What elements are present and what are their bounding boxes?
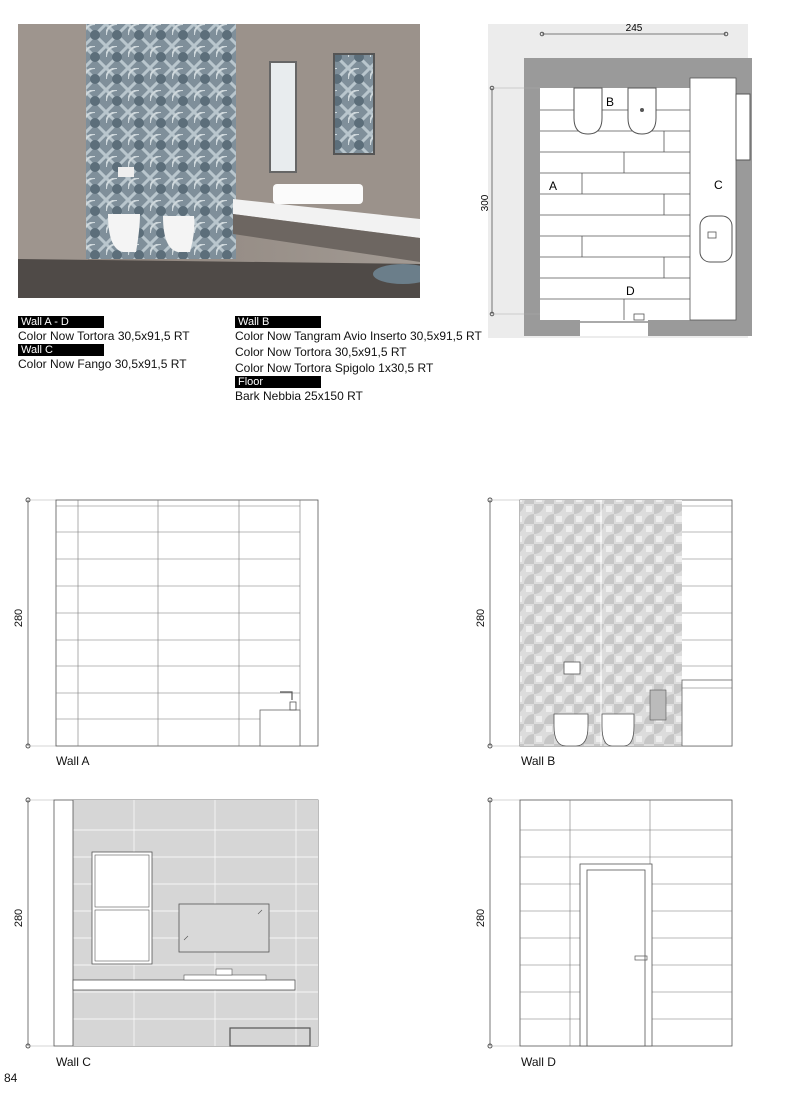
spec-line: Color Now Tortora 30,5x91,5 RT [18, 329, 190, 343]
vanity-counter [73, 980, 295, 990]
plan-width-label: 245 [625, 23, 643, 34]
wall-a-label: Wall A [56, 754, 90, 768]
flush-plate [564, 662, 580, 674]
spec-heading: Wall C [18, 344, 104, 356]
spec-line: Color Now Tortora Spigolo 1x30,5 RT [235, 361, 434, 375]
wall-b-label: Wall B [521, 754, 556, 768]
wall-a-elevation [22, 494, 324, 752]
wall-d-label: Wall D [521, 1055, 556, 1069]
spec-heading: Floor [235, 376, 321, 388]
spec-line: Color Now Tangram Avio Inserto 30,5x91,5 RT [235, 329, 482, 343]
wall-c-height-label: 280 [13, 908, 26, 928]
wall-d-height-label: 280 [475, 908, 488, 928]
plan-radiator [736, 94, 750, 160]
elev-toilet [554, 714, 588, 746]
spec-line: Color Now Tortora 30,5x91,5 RT [235, 345, 407, 359]
spec-column-1 [18, 316, 190, 372]
plan-label-a: A [549, 179, 558, 193]
spec-line: Bark Nebbia 25x150 RT [235, 389, 363, 403]
mirror [179, 904, 269, 952]
plan-label-c: C [714, 178, 723, 192]
page-number: 84 [4, 1071, 18, 1085]
spec-heading: Wall B [235, 316, 321, 328]
plan-depth-label: 300 [480, 194, 491, 212]
plan-vanity [690, 78, 736, 320]
wall-c-elevation [22, 794, 324, 1052]
radiator-window [92, 852, 152, 964]
spec-line: Color Now Fango 30,5x91,5 RT [18, 357, 187, 371]
spec-heading: Wall A - D [18, 316, 104, 328]
elev-bidet [602, 714, 634, 746]
wall-a-height-label: 280 [13, 608, 26, 628]
wall-d-elevation [484, 794, 738, 1052]
plan-sink [700, 216, 732, 262]
floor-plan [478, 18, 758, 340]
bathroom-photo [18, 24, 420, 298]
wall-b-elevation [484, 494, 738, 752]
wall-c-label: Wall C [56, 1055, 91, 1069]
plan-label-d: D [626, 284, 635, 298]
plan-toilet [574, 88, 602, 134]
plan-label-b: B [606, 95, 615, 109]
spec-column-2 [235, 316, 482, 404]
wall-b-height-label: 280 [475, 608, 488, 628]
door [587, 870, 645, 1046]
